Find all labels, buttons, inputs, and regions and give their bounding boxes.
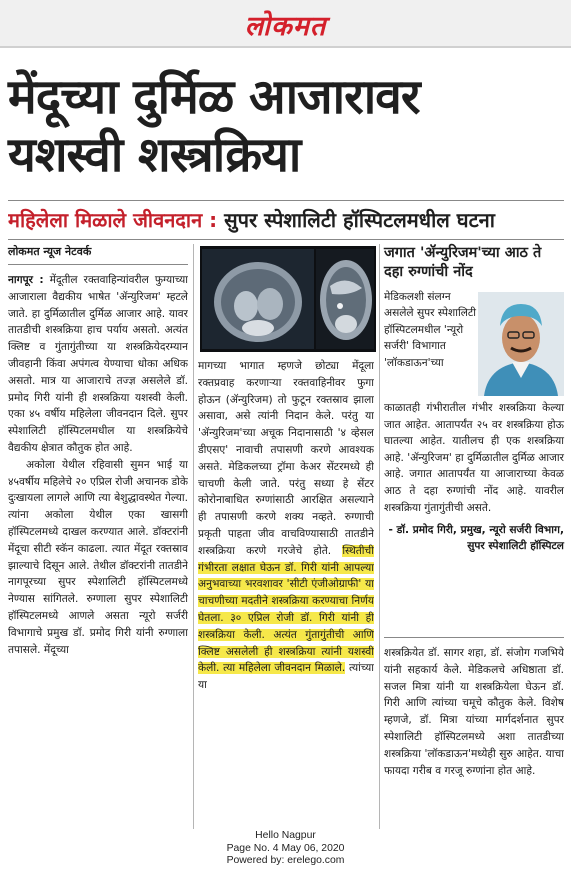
paragraph-text: मेंदूतील रक्तवाहिन्यांवरील फुग्याच्या आजाराला वैद्यकीय भाषेत 'ॲन्युरिजम' म्हटले जाते. हा दुर्मिळातील दुर्मिळ आजार आहे. यावर तातडीची शस्त्रक्रिया हाच पर्याय असतो. अत्यंत क्लिष्ट व गुंतागुंतीच्या या शस्त्रक्रियेदरम्यान जीवहानी किंवा अपंगत्व येण्याचा धोका अधिक असतो. मात्र या आजाराचे तज्ज्ञ असलेले डॉ. प्रमोद गिरी यांनी ही शस्त्रक्रिया यशस्वी केली. एका ४५ वर्षीय महिलेला जीवनदान दिले. सुपर स्पेशालिटी हॉस्पिटलमधील या शस्त्रक्रियेचे वैद्यकीय क्षेत्रात कौतुक होत आहे. (8, 274, 188, 454)
byline: लोकमत न्यूज नेटवर्क (8, 245, 92, 258)
doctor-portrait-icon (478, 292, 564, 396)
paragraph-text: त्यांच्या या (198, 662, 374, 692)
divider (384, 637, 564, 638)
sidebar-title: जगात 'ॲन्युरिजम'च्या आठ ते दहा रुग्णांची नोंद (384, 245, 542, 280)
divider (8, 264, 188, 265)
divider (8, 200, 564, 201)
sidebar-text: काळातही गंभीरातील गंभीर शस्त्रक्रिया केल्या जात आहेत. आतापर्यंत २५ वर शस्त्रक्रिया होऊ घातल्या आहेत. यातीलच ही एक शस्त्रक्रिया आहे. 'ॲन्युरिजम' हा दुर्मिळातील दुर्मिळ आजार आहे. जगात आतापर्यंत या आजाराच्या केवळ आठ ते दहा रुग्णांची नोंद आहे. यावरील शस्त्रक्रिया गुंतागुंतीची असते. (384, 402, 564, 514)
headline (8, 68, 566, 184)
paragraph (198, 358, 374, 694)
headline-line-1: मेंदूच्या दुर्मिळ आजारावर (8, 69, 420, 125)
newspaper-logo: लोकमत (244, 11, 327, 42)
footer-powered-by: Powered by: erelego.com (226, 855, 345, 866)
divider (8, 239, 564, 240)
sidebar-signature: - डॉ. प्रमोद गिरी, प्रमुख, न्यूरो सर्जरी विभाग, सुपर स्पेशालिटी हॉस्पिटल (388, 524, 564, 553)
paragraph: अकोला येथील रहिवासी सुमन भाई या ४५वर्षीय महिलेचे २० एप्रिल रोजी अचानक डोके दुःखायला लागले आणि त्या बेशुद्धावस्थेत गेल्या. त्यांना अकोला येथील एका खासगी हॉस्पिटलमध्ये दाखल करण्यात आले. डॉक्टरांनी मेंदूचा सीटी स्कॅन काढला. त्यात मेंदूत रक्तस्राव झाल्याचे दिसून आले. तेथील डॉक्टरांनी तातडीने नागपूरच्या सुपर स्पेशालिटी हॉस्पिटलमध्ये नेण्यास सांगितले. रुग्णाला सुपर स्पेशालिटी हॉस्पिटलमध्ये आणले असता न्यूरो सर्जरी विभागाचे प्रमुख डॉ. प्रमोद गिरी यांनी रुग्णाला तपासले. मेंदूच्या (8, 458, 188, 656)
page-footer (0, 830, 571, 868)
article-column-1 (8, 272, 188, 867)
paragraph: शस्त्रक्रियेत डॉ. सागर शहा, डॉ. संजोग गजभिये यांनी सहकार्य केले. मेडिकलचे अधिष्ठाता डॉ. सजल मित्रा यांनी या शस्त्रक्रियेला घेऊन डॉ. गिरी आणि त्यांच्या चमूचे कौतुक केले. विशेष म्हणजे, डॉ. मित्रा यांच्या मार्गदर्शनात सुपर स्पेशालिटी हॉस्पिटलमध्ये अशा तातडीच्या शस्त्रक्रिया 'लॉकडाऊन'मध्येही सुरु आहेत. याचा फायदा गरीब व गरजू रुग्णांना होत आहे. (384, 647, 564, 777)
footer-edition: Hello Nagpur (255, 830, 316, 841)
sidebar-intro: मेडिकलशी संलग्न असलेले सुपर स्पेशालिटी हॉस्पिटलमधील 'न्यूरो सर्जरी' विभागात 'लॉकडाऊन'च्या (384, 291, 476, 369)
ct-scan-graphic (200, 246, 376, 352)
headline-line-2: यशस्वी शस्त्रक्रिया (8, 127, 301, 183)
column-divider (193, 244, 194, 829)
highlighted-text: स्थितीची गंभीरता लक्षात घेऊन डॉ. गिरी यांनी आपल्या अनुभवाच्या भरवशावर 'सीटी एंजीओग्राफी' या चाचणीच्या मदतीने शस्त्रक्रिया करण्याचा निर्णय घेतला. ३० एप्रिल रोजी डॉ. गिरी यांनी ही शस्त्रक्रिया केली. अत्यंत गुंतागुंतीची आणि क्लिष्ट असलेली ही शस्त्रक्रिया त्यांनी यशस्वी केली. त्या महिलेला जीवनदान मिळाले. (198, 544, 374, 675)
subheadline (8, 203, 566, 237)
paragraph (8, 272, 188, 457)
dateline: नागपूर : (8, 274, 44, 286)
brain-scan-image (200, 246, 376, 352)
footer-page-date: Page No. 4 May 06, 2020 (226, 842, 345, 854)
sidebar-body (384, 400, 564, 554)
subheadline-highlight: महिलेला मिळाले जीवनदान : (8, 208, 218, 232)
subheadline-text: सुपर स्पेशालिटी हॉस्पिटलमधील घटना (224, 208, 495, 232)
doctor-photo (478, 292, 564, 396)
column-divider (379, 244, 380, 829)
masthead (0, 0, 571, 48)
article-column-2 (198, 358, 374, 870)
paragraph-text: मागच्या भागात म्हणजे छोट्या मेंदूला रक्तप्रवाह करणाऱ्या रक्तवाहिनीवर फुगा होऊन (ॲन्युरिजम) तो फुटून रक्तस्राव झाला असावा, असे त्यांनी निदान केले. परंतु या 'ॲन्युरिजम'च्या अचूक निदानासाठी '४ व्हेसल डीएसए' नावाची तपासणी करणे आवश्यक असते. मेडिकलच्या ट्रॉमा केअर सेंटरमध्ये ही चाचणी केली जाते. परंतु सध्या हे सेंटर कोरोनाबाधित रुग्णांसाठी आरक्षित असल्याने ही तपासणी करणे शक्य नव्हते. रुग्णाची प्रकृती पाहता जीव वाचविण्यासाठी तातडीने शस्त्रक्रिया करणे गरजेचे होते. (198, 360, 374, 557)
